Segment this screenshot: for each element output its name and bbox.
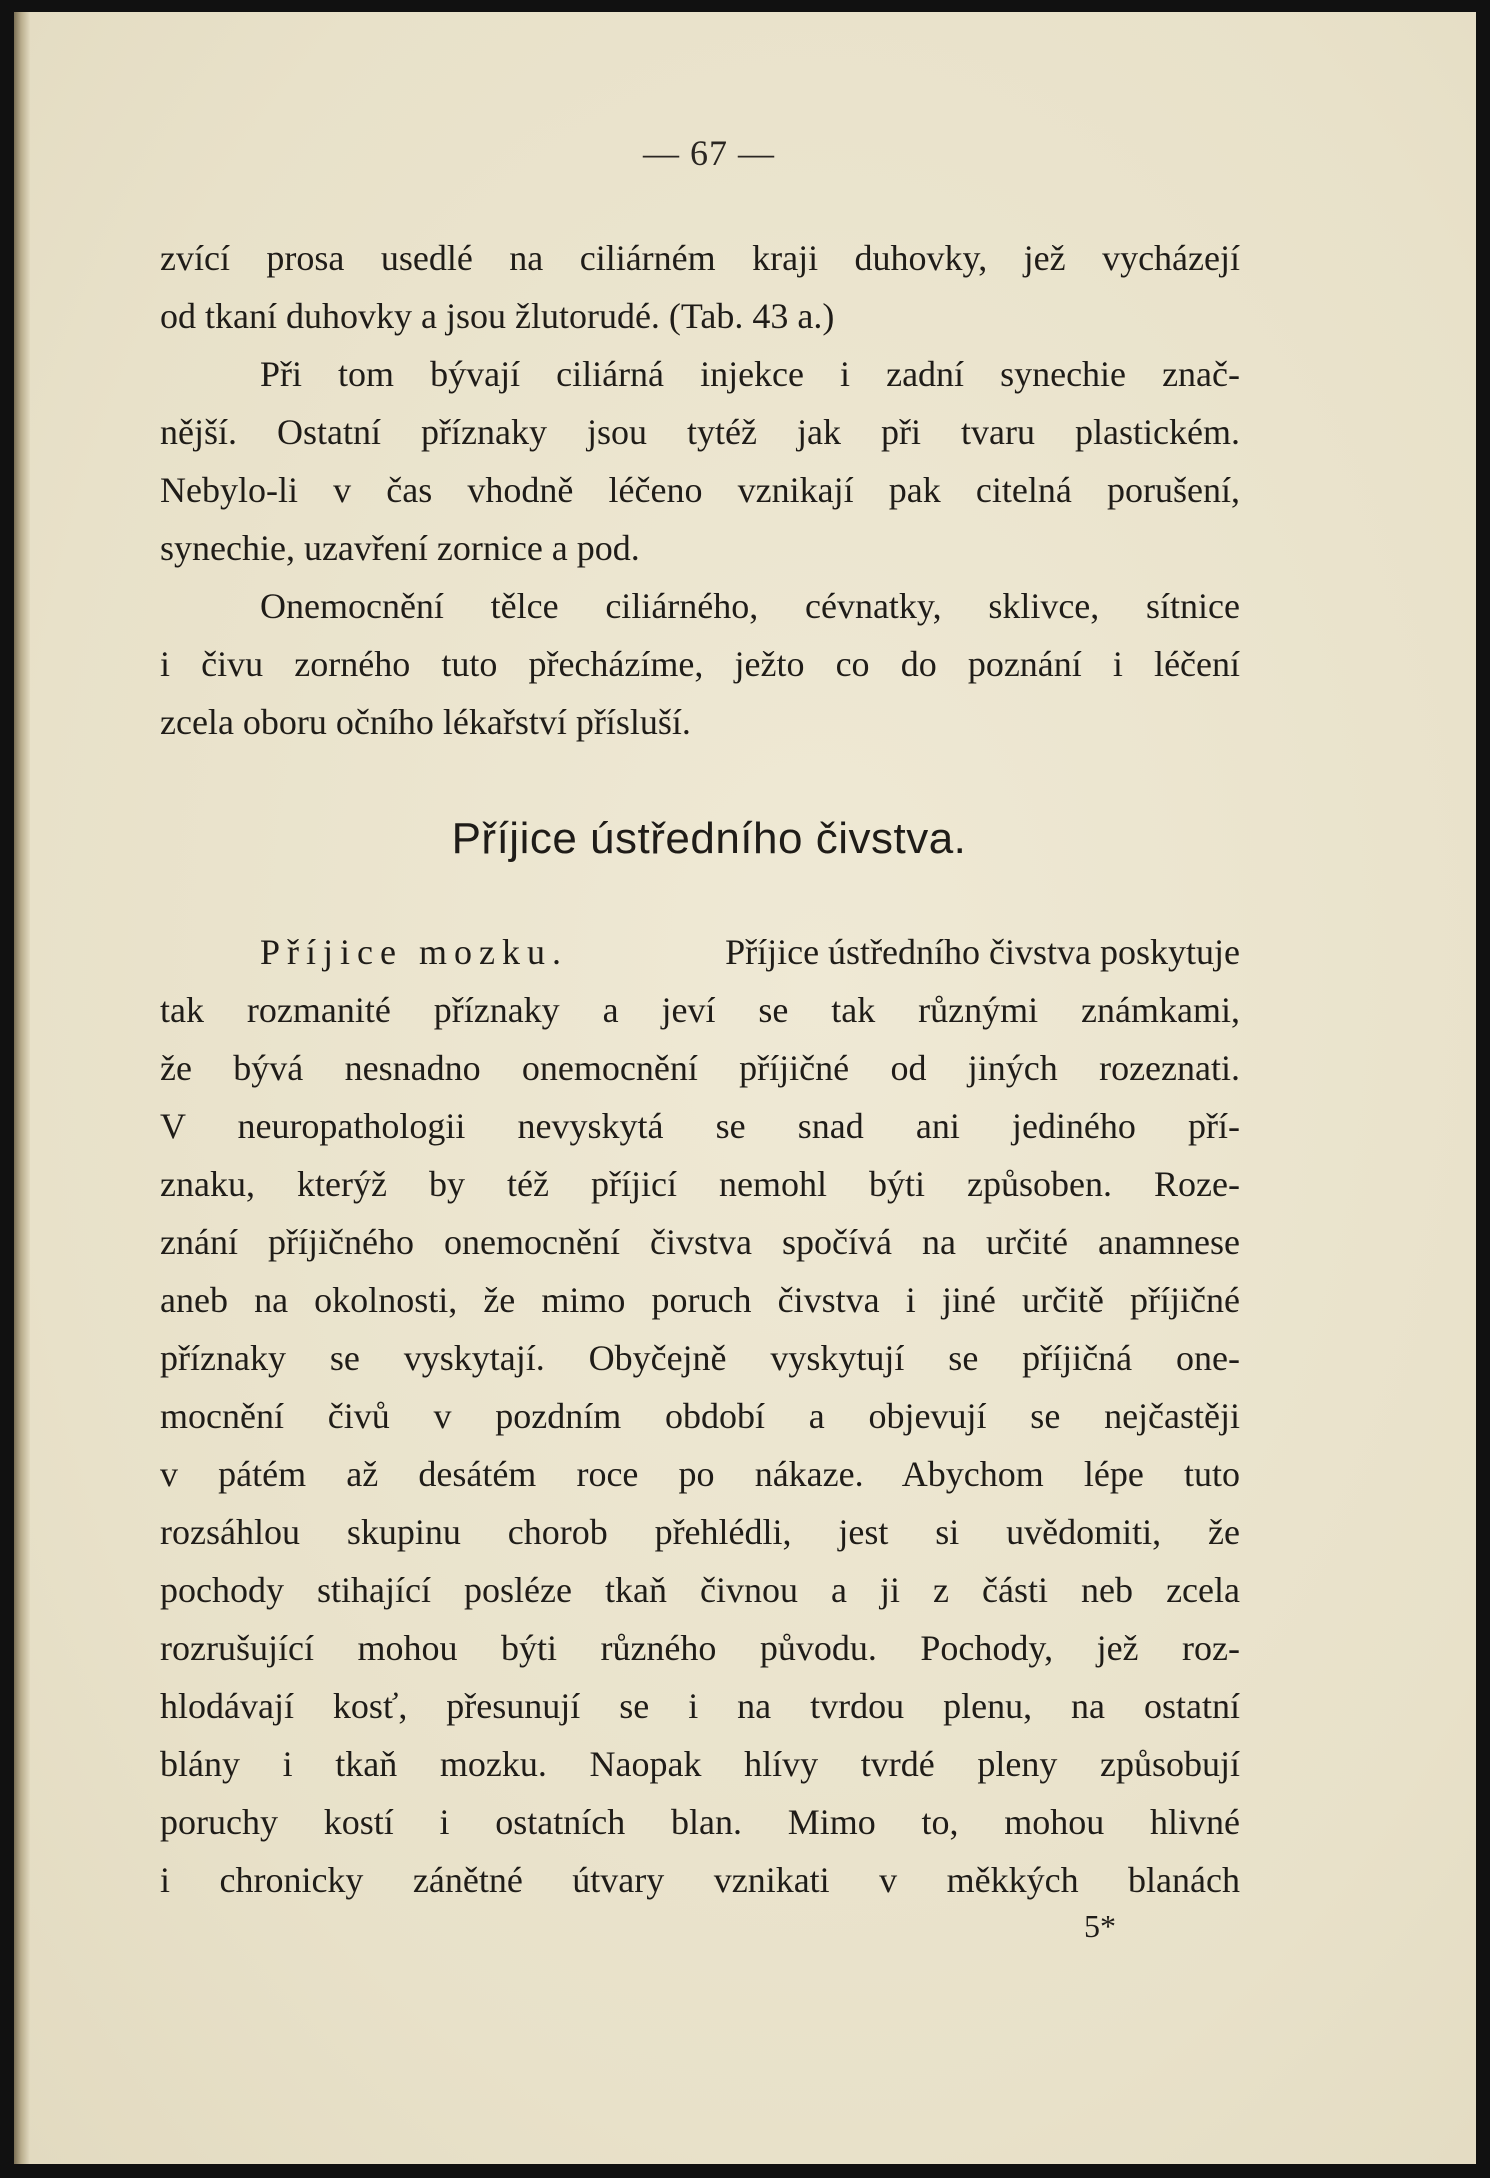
text-line: zcela oboru očního lékařství přísluší. bbox=[160, 702, 691, 742]
text-line: pochody stihající posléze tkaň čivnou a ji z části neb zcela bbox=[160, 1570, 1240, 1610]
text-line: tak rozmanité příznaky a jeví se tak různými známkami, bbox=[160, 990, 1240, 1030]
text-line: synechie, uzavření zornice a pod. bbox=[160, 528, 640, 568]
text-line: rozrušující mohou býti různého původu. Pochody, jež roz- bbox=[160, 1628, 1240, 1668]
text-line: hlodávají kosť, přesunují se i na tvrdou plenu, na ostatní bbox=[160, 1686, 1240, 1726]
text-line: zvící prosa usedlé na ciliárném kraji duhovky, jež vycházejí bbox=[160, 238, 1240, 278]
text-line: znaku, kterýž by též příjicí nemohl býti způsoben. Roze- bbox=[160, 1164, 1240, 1204]
book-page bbox=[14, 12, 1476, 2164]
text-line: blány i tkaň mozku. Naopak hlívy tvrdé pleny způsobují bbox=[160, 1744, 1240, 1784]
text-line: V neuropathologii nevyskytá se snad ani jediného pří- bbox=[160, 1106, 1240, 1146]
text-line: znání příjičného onemocnění čivstva spočívá na určité anamnese bbox=[160, 1222, 1240, 1262]
text-line: i čivu zorného tuto přecházíme, ježto co do poznání i léčení bbox=[160, 644, 1240, 684]
text-line: mocnění čivů v pozdním období a objevují se nejčastěji bbox=[160, 1396, 1240, 1436]
text-line: Při tom bývají ciliárná injekce i zadní synechie znač- bbox=[260, 354, 1240, 394]
text-line: aneb na okolnosti, že mimo poruch čivstva i jiné určitě příjičné bbox=[160, 1280, 1240, 1320]
text-line: Onemocnění tělce ciliárného, cévnatky, sklivce, sítnice bbox=[260, 586, 1240, 626]
text-line: v pátém až desátém roce po nákaze. Abychom lépe tuto bbox=[160, 1454, 1240, 1494]
signature-mark: 5* bbox=[1084, 1908, 1116, 1944]
text-line: rozsáhlou skupinu chorob přehlédli, jest si uvědomiti, že bbox=[160, 1512, 1240, 1552]
binding-edge bbox=[14, 12, 30, 2164]
text-line: že bývá nesnadno onemocnění příjičné od jiných rozeznati. bbox=[160, 1048, 1240, 1088]
text-line: i chronicky zánětné útvary vznikati v měkkých blanách bbox=[160, 1860, 1240, 1900]
text-line: Nebylo-li v čas vhodně léčeno vznikají pak citelná porušení, bbox=[160, 470, 1240, 510]
text-line: nější. Ostatní příznaky jsou tytéž jak při tvaru plastickém. bbox=[160, 412, 1240, 452]
text-line: od tkaní duhovky a jsou žlutorudé. (Tab. 43 a.) bbox=[160, 296, 835, 336]
section-lead: Příjice mozku. bbox=[260, 932, 568, 972]
section-heading: Příjice ústředního čivstva. bbox=[451, 814, 967, 863]
section-first-line bbox=[160, 928, 1240, 976]
section-first-line-text: Příjice ústředního čivstva poskytuje bbox=[725, 932, 1240, 972]
text-line: poruchy kostí i ostatních blan. Mimo to, mohou hlivné bbox=[160, 1802, 1240, 1842]
text-line: příznaky se vyskytají. Obyčejně vyskytují se příjičná one- bbox=[160, 1338, 1240, 1378]
page-number: — 67 — bbox=[643, 133, 775, 173]
